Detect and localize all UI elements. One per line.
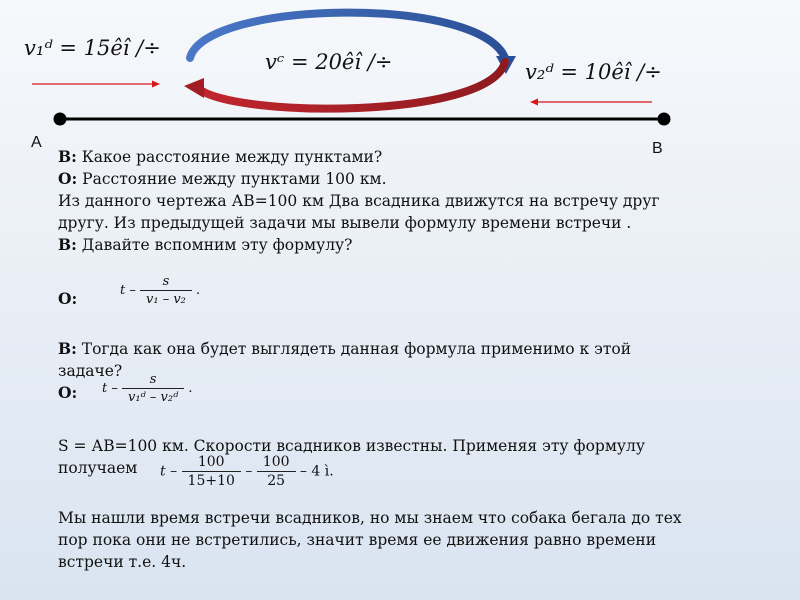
arrow-right-head xyxy=(152,81,160,88)
answer-3-prefix: О: xyxy=(58,383,78,402)
answer-2-prefix: О: xyxy=(58,289,78,308)
dialog-block-1 xyxy=(58,146,698,256)
paragraph-3-text: Мы нашли время встречи всадников, но мы знаем что собака бегала до тех пор пока они не встретились, значит время ее движения равно времени встречи т.е. 4ч. xyxy=(58,509,682,571)
formula-numeric-den-2: 25 xyxy=(267,473,286,489)
speed-rider-2: v₂ᵈ = 10êî /÷ xyxy=(525,60,662,84)
question-1-text: Какое расстояние между пунктами? xyxy=(76,148,383,166)
point-a-dot xyxy=(54,113,67,126)
formula-numeric-end: – 4 ì. xyxy=(299,463,334,480)
point-b-label: B xyxy=(652,140,663,157)
point-b-dot xyxy=(658,113,671,126)
formula-numeric-num-2: 100 xyxy=(257,454,296,472)
question-2-prefix: В: xyxy=(58,235,77,254)
arrow-left-head xyxy=(530,99,538,106)
formula-numeric-t: t – xyxy=(160,463,178,480)
question-1-prefix: В: xyxy=(58,147,77,166)
paragraph-3 xyxy=(58,507,698,573)
speed-dog: vᶜ = 20êî /÷ xyxy=(265,50,393,74)
formula-numeric xyxy=(160,454,334,489)
paragraph-2-text: S = АВ=100 км. Скорости всадников известны. Применяя эту формулу получаем xyxy=(58,437,645,477)
question-2 xyxy=(58,234,698,256)
formula-task-end: . xyxy=(188,381,193,396)
formula-general xyxy=(120,274,200,307)
question-1 xyxy=(58,146,698,168)
paragraph-2 xyxy=(58,435,698,479)
formula-numeric-den-1: 15+10 xyxy=(187,473,235,489)
motion-diagram xyxy=(0,0,800,150)
red-arrowhead xyxy=(184,78,204,98)
formula-numeric-fraction-1 xyxy=(182,454,241,489)
formula-general-fraction xyxy=(140,274,192,307)
formula-general-end: . xyxy=(196,283,201,298)
answer-1 xyxy=(58,168,698,190)
formula-general-denominator: v₁ – v₂ xyxy=(146,292,186,307)
question-2-text: Давайте вспомним эту формулу? xyxy=(76,236,353,254)
formula-task-numerator: s xyxy=(122,372,184,389)
answer-1-text: Расстояние между пунктами 100 км. xyxy=(77,170,387,188)
formula-general-t: t – xyxy=(120,283,136,298)
formula-task-t: t – xyxy=(102,381,118,396)
formula-task-fraction xyxy=(122,372,184,405)
formula-numeric-num-1: 100 xyxy=(182,454,241,472)
formula-numeric-mid: – xyxy=(245,463,253,480)
point-a-label: A xyxy=(31,134,42,151)
speed-rider-1: v₁ᵈ = 15êî /÷ xyxy=(24,36,161,60)
paragraph-1: Из данного чертежа АВ=100 км Два всадника движутся на встречу друг другу. Из предыдущей задачи мы вывели формулу времени встречи . xyxy=(58,192,660,232)
formula-task-denominator: v₁ᵈ – v₂ᵈ xyxy=(128,390,179,405)
question-3-text: Тогда как она будет выглядеть данная формула применимо к этой задаче? xyxy=(58,340,632,380)
question-3-prefix: В: xyxy=(58,339,77,358)
answer-1-prefix: О: xyxy=(58,169,78,188)
formula-general-numerator: s xyxy=(140,274,192,291)
formula-numeric-fraction-2 xyxy=(257,454,296,489)
formula-task xyxy=(102,372,193,405)
